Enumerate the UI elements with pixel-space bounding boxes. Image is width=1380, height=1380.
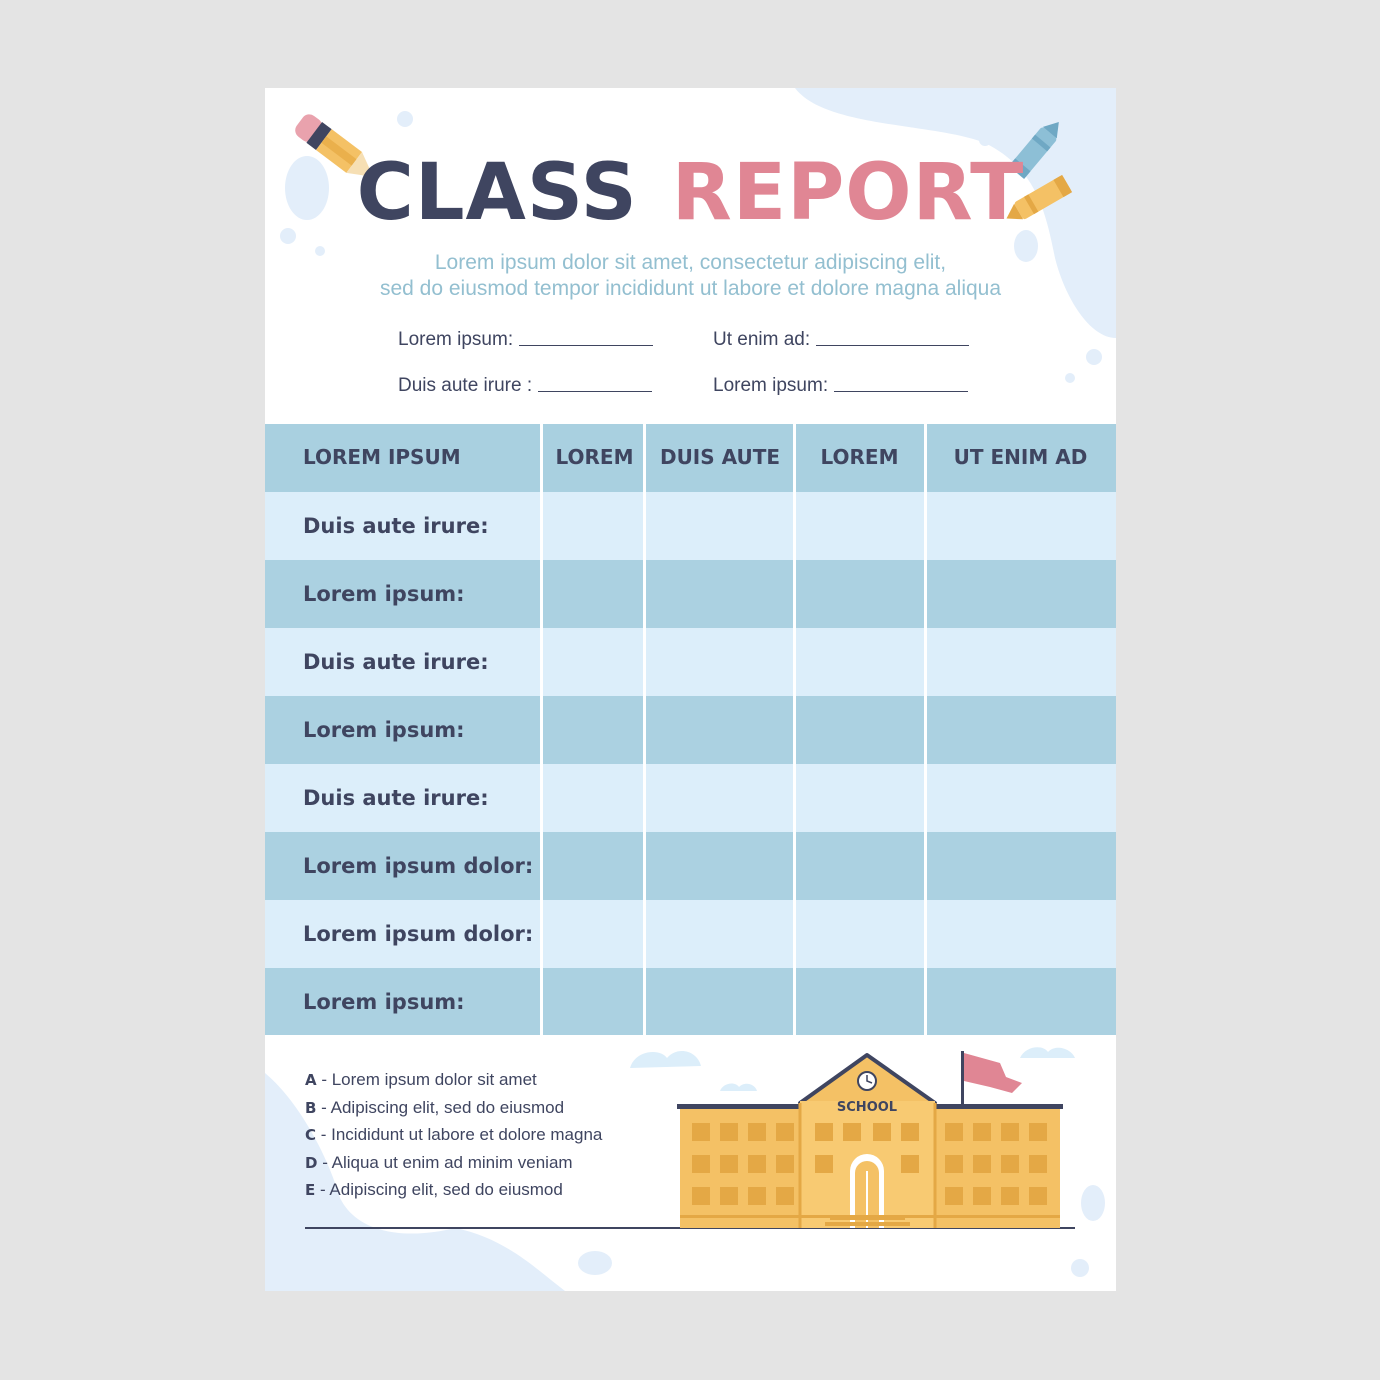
legend-text: - Adipiscing elit, sed do eiusmod [319, 1180, 563, 1199]
column-header: LOREM [555, 445, 634, 469]
row-label: Duis aute irure: [303, 786, 489, 810]
table-row [265, 628, 1116, 696]
column-divider [540, 424, 543, 1035]
column-divider [643, 424, 646, 1035]
legend-item [305, 1066, 602, 1094]
legend-key: C [305, 1126, 317, 1144]
legend-key: B [305, 1098, 317, 1117]
table-row [265, 696, 1116, 764]
legend-key: A [305, 1071, 317, 1089]
field-label: Duis aute irure : [398, 375, 533, 396]
field-underline[interactable] [834, 390, 968, 392]
legend-text: - Adipiscing elit, sed do eiusmod [321, 1097, 565, 1117]
grade-legend [305, 1066, 602, 1204]
column-divider [793, 424, 796, 1035]
subtitle-line-1: Lorem ipsum dolor sit amet, consectetur adipiscing elit, [434, 251, 947, 274]
legend-item [305, 1149, 602, 1177]
subtitle-line-2: sed do eiusmod tempor incididunt ut labore et dolore magna aliqua [379, 277, 1002, 300]
legend-item [305, 1176, 602, 1204]
column-header: LOREM IPSUM [303, 445, 461, 469]
legend-text: - Lorem ipsum dolor sit amet [321, 1070, 537, 1089]
table-row [265, 900, 1116, 968]
column-header: UT ENIM AD [953, 445, 1088, 469]
table-row [265, 560, 1116, 628]
title-word-report: REPORT [671, 148, 1025, 238]
field-underline[interactable] [538, 390, 652, 392]
row-label: Lorem ipsum dolor: [303, 922, 534, 946]
field-label: Lorem ipsum: [713, 375, 829, 396]
table-row [265, 492, 1116, 560]
legend-key: E [305, 1181, 316, 1199]
table-header-row [265, 424, 1116, 492]
legend-item [305, 1121, 602, 1149]
row-label: Lorem ipsum: [303, 718, 465, 742]
field-label: Lorem ipsum: [398, 329, 514, 350]
column-header: LOREM [820, 445, 899, 469]
row-label: Lorem ipsum: [303, 990, 465, 1014]
column-header: DUIS AUTE [659, 445, 781, 469]
title-word-class: CLASS [356, 148, 638, 238]
legend-text: - Aliqua ut enim ad minim veniam [322, 1152, 573, 1172]
row-label: Lorem ipsum: [303, 582, 465, 606]
table-row [265, 764, 1116, 832]
form-field[interactable] [713, 375, 968, 397]
column-divider [924, 424, 927, 1035]
field-underline[interactable] [816, 344, 969, 346]
legend-item [305, 1094, 602, 1122]
row-label: Duis aute irure: [303, 650, 489, 674]
form-field[interactable] [398, 375, 652, 397]
class-report-sheet [265, 88, 1116, 1291]
page-title [265, 148, 1116, 238]
report-table [265, 424, 1116, 1035]
legend-text: - Incididunt ut labore et dolore magna [320, 1125, 603, 1144]
legend-key: D [305, 1153, 318, 1172]
row-label: Lorem ipsum dolor: [303, 854, 534, 878]
form-field[interactable] [398, 329, 653, 351]
field-label: Ut enim ad: [713, 329, 811, 350]
form-field[interactable] [713, 329, 969, 351]
school-sign: SCHOOL [836, 1100, 898, 1115]
school-building-icon [660, 1043, 1100, 1233]
field-underline[interactable] [519, 344, 653, 346]
table-row [265, 968, 1116, 1035]
table-row [265, 832, 1116, 900]
row-label: Duis aute irure: [303, 514, 489, 538]
flag-icon [964, 1053, 1022, 1093]
